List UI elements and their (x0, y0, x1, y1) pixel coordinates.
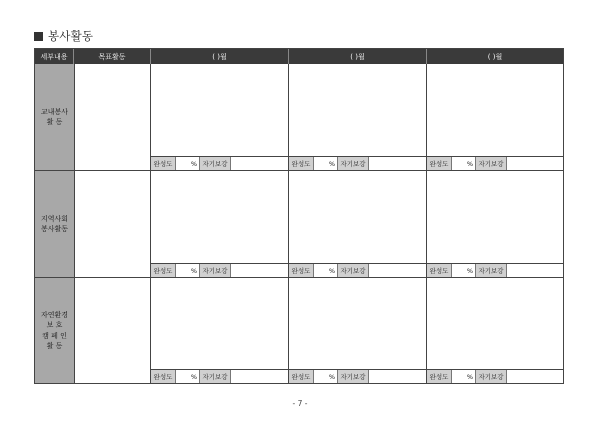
month-footer (289, 263, 426, 277)
self-eval-field[interactable] (369, 370, 426, 383)
self-eval-field[interactable] (231, 157, 288, 170)
completion-label: 완성도 (151, 264, 176, 277)
completion-label: 완성도 (427, 370, 452, 383)
section-heading (34, 29, 93, 43)
percent-field[interactable]: % (452, 264, 476, 277)
month-footer (151, 156, 288, 170)
goal-cell[interactable] (74, 64, 151, 170)
month-cell[interactable] (151, 171, 289, 277)
self-eval-label: 자기보강 (200, 264, 231, 277)
percent-field[interactable]: % (176, 264, 200, 277)
completion-label: 완성도 (427, 264, 452, 277)
percent-field[interactable]: % (176, 157, 200, 170)
header-month-1: ( )월 (151, 49, 289, 64)
month-cell[interactable] (289, 171, 427, 277)
table-header (35, 49, 563, 64)
self-eval-field[interactable] (507, 370, 563, 383)
self-eval-label: 자기보강 (476, 157, 507, 170)
completion-label: 완성도 (289, 157, 314, 170)
month-footer (427, 156, 563, 170)
month-cell[interactable] (427, 278, 563, 383)
row-category: 자연환경 보 호 캠 페 인 활 동 (35, 278, 75, 383)
self-eval-label: 자기보강 (338, 370, 369, 383)
self-eval-label: 자기보강 (476, 370, 507, 383)
month-footer (151, 263, 288, 277)
self-eval-field[interactable] (507, 264, 563, 277)
completion-label: 완성도 (289, 264, 314, 277)
month-cell[interactable] (427, 171, 563, 277)
row-category: 교내봉사 활 동 (35, 64, 75, 170)
goal-cell[interactable] (74, 171, 151, 277)
percent-field[interactable]: % (314, 157, 338, 170)
percent-field[interactable]: % (314, 264, 338, 277)
square-bullet-icon (34, 32, 43, 41)
completion-label: 완성도 (427, 157, 452, 170)
header-detail: 세부내용 (35, 49, 74, 64)
percent-field[interactable]: % (314, 370, 338, 383)
percent-field[interactable]: % (452, 157, 476, 170)
row-category: 지역사회 봉사활동 (35, 171, 75, 277)
self-eval-label: 자기보강 (200, 370, 231, 383)
self-eval-field[interactable] (231, 264, 288, 277)
page-number: - 7 - (292, 399, 308, 408)
month-cell[interactable] (151, 64, 289, 170)
activity-table (34, 48, 564, 384)
month-cell[interactable] (427, 64, 563, 170)
table-row (35, 64, 563, 171)
header-goal: 목표활동 (74, 49, 151, 64)
month-cell[interactable] (151, 278, 289, 383)
self-eval-label: 자기보강 (338, 264, 369, 277)
header-month-3: ( )월 (487, 52, 503, 61)
section-title: 봉사활동 (48, 29, 94, 43)
goal-cell[interactable] (74, 278, 151, 383)
month-footer (427, 263, 563, 277)
header-month-2: ( )월 (289, 49, 427, 64)
month-cell[interactable] (289, 278, 427, 383)
month-footer (427, 369, 563, 383)
table-row (35, 278, 563, 383)
completion-label: 완성도 (289, 370, 314, 383)
table-row (35, 171, 563, 278)
completion-label: 완성도 (151, 157, 176, 170)
percent-field[interactable]: % (176, 370, 200, 383)
self-eval-label: 자기보강 (338, 157, 369, 170)
month-footer (289, 369, 426, 383)
self-eval-field[interactable] (231, 370, 288, 383)
month-footer (151, 369, 288, 383)
completion-label: 완성도 (151, 370, 176, 383)
self-eval-label: 자기보강 (476, 264, 507, 277)
percent-field[interactable]: % (452, 370, 476, 383)
month-footer (289, 156, 426, 170)
self-eval-field[interactable] (369, 264, 426, 277)
self-eval-field[interactable] (507, 157, 563, 170)
month-cell[interactable] (289, 64, 427, 170)
self-eval-field[interactable] (369, 157, 426, 170)
self-eval-label: 자기보강 (200, 157, 231, 170)
